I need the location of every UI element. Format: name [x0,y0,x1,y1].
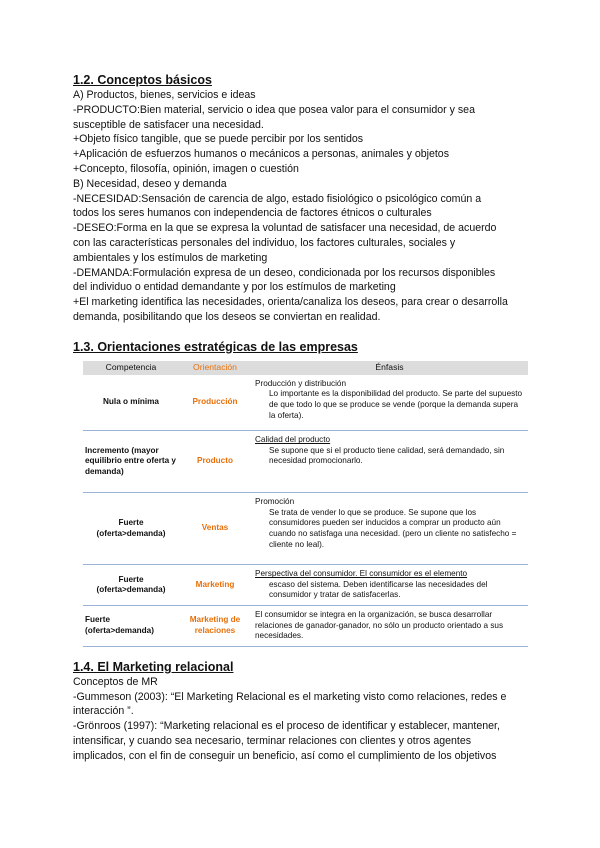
text-line: B) Necesidad, deseo y demanda [73,177,227,190]
enfasis-title: Perspectiva del consumidor. El consumidor es el elemento [255,569,468,579]
enfasis-title: Calidad del producto [255,435,331,445]
table-row [83,606,528,647]
text-line: ambientales y los estímulos de marketing [73,251,268,264]
cell-competencia: Fuerte (oferta>demanda) [83,565,179,606]
header-orientacion: Orientación [179,361,251,375]
text-line: -NECESIDAD:Sensación de carencia de algo, estado fisiológico o psicológico común a [73,192,482,205]
table-header-row [83,361,528,375]
cell-orientacion: Ventas [179,493,251,565]
header-enfasis: Énfasis [251,361,528,375]
enfasis-title: Promoción [255,497,295,507]
enfasis-desc: Se supone que si el producto tiene calidad, será demandado, sin necesidad promocionarlo. [269,445,505,466]
cell-enfasis [251,493,528,565]
text-line: susceptible de satisfacer una necesidad. [73,118,264,131]
text-line: +Aplicación de esfuerzos humanos o mecánicos a personas, animales y objetos [73,148,449,161]
section-heading-conceptos: 1.2. Conceptos básicos [73,73,212,87]
cell-orientacion: Marketing de relaciones [179,606,251,647]
section-heading-marketing-relacional: 1.4. El Marketing relacional [73,659,234,674]
enfasis-desc: Lo importante es la disponibilidad del producto. Se parte del supuesto de que todo lo que se produce se vende (porque la demanda supera la oferta). [269,389,523,420]
cell-competencia: Fuerte (oferta>demanda) [83,493,179,565]
enfasis-desc: El consumidor se integra en la organización, se busca desarrollar relaciones de ganador-ganador, no sólo un producto orientado a sus necesidades. [255,610,504,641]
cell-enfasis [251,606,528,647]
text-line: todos los seres humanos con independencia de factores étnicos o culturales [73,207,432,220]
section-heading-orientaciones: 1.3. Orientaciones estratégicas de las empresas [73,339,358,354]
orientaciones-table [83,361,528,647]
text-line: +Concepto, filosofía, opinión, imagen o cuestión [73,162,299,175]
cell-orientacion: Producto [179,431,251,493]
text-line: con las características personales del individuo, los factores culturales, sociales y [73,236,456,249]
table-row [83,565,528,606]
table-row [83,431,528,493]
text-line: -PRODUCTO:Bien material, servicio o idea que posea valor para el consumidor y sea [73,103,475,116]
cell-competencia: Incremento (mayor equilibrio entre oferta y demanda) [83,431,179,493]
text-line: demanda, posibilitando que los deseos se conviertan en realidad. [73,310,381,323]
text-line: del individuo o entidad demandante y por los estímulos de marketing [73,281,396,294]
document-page [73,72,543,764]
section-body-marketing-relacional [73,675,543,764]
text-line: intensificar, y cuando sea necesario, terminar relaciones con clientes y otros agentes [73,735,472,747]
text-line: +Objeto físico tangible, que se puede percibir por los sentidos [73,133,364,146]
text-line: +El marketing identifica las necesidades, orienta/canaliza los deseos, para crear o desarrolla [73,296,508,309]
table-row [83,493,528,565]
text-line: Conceptos de MR [73,675,158,688]
text-line: interacción ”. [73,705,134,718]
text-line: A) Productos, bienes, servicios e ideas [73,89,256,101]
header-competencia: Competencia [83,361,179,375]
cell-orientacion: Producción [179,375,251,431]
text-line: -DEMANDA:Formulación expresa de un deseo, condicionada por los recursos disponibles [73,266,496,279]
cell-enfasis [251,375,528,431]
cell-enfasis [251,431,528,493]
cell-orientacion: Marketing [179,565,251,606]
section-body-conceptos [73,88,543,325]
text-line: -Gummeson (2003): “El Marketing Relacional es el marketing visto como relaciones, redes e [73,690,507,703]
cell-enfasis [251,565,528,606]
cell-competencia: Fuerte (oferta>demanda) [83,606,179,647]
cell-competencia: Nula o mínima [83,375,179,431]
table-row [83,375,528,431]
text-line: -DESEO:Forma en la que se expresa la voluntad de satisfacer una necesidad, de acuerdo [73,222,497,235]
enfasis-title: Producción y distribución [255,378,347,388]
text-line: implicados, con el fin de conseguir un beneficio, así como el cumplimiento de los objetivos [73,749,497,762]
enfasis-desc: Se trata de vender lo que se produce. Se supone que los consumidores pueden ser inducidos a comprar un producto aún cuando no satisfaga una necesidad. (pero un cliente no satisfecho = cliente no leal). [269,507,517,549]
text-line: -Grönroos (1997): “Marketing relacional es el proceso de identificar y establecer, mantener, [73,720,500,733]
enfasis-desc: escaso del sistema. Deben identificarse las necesidades del consumidor y tratar de satisfacerlas. [269,579,488,600]
